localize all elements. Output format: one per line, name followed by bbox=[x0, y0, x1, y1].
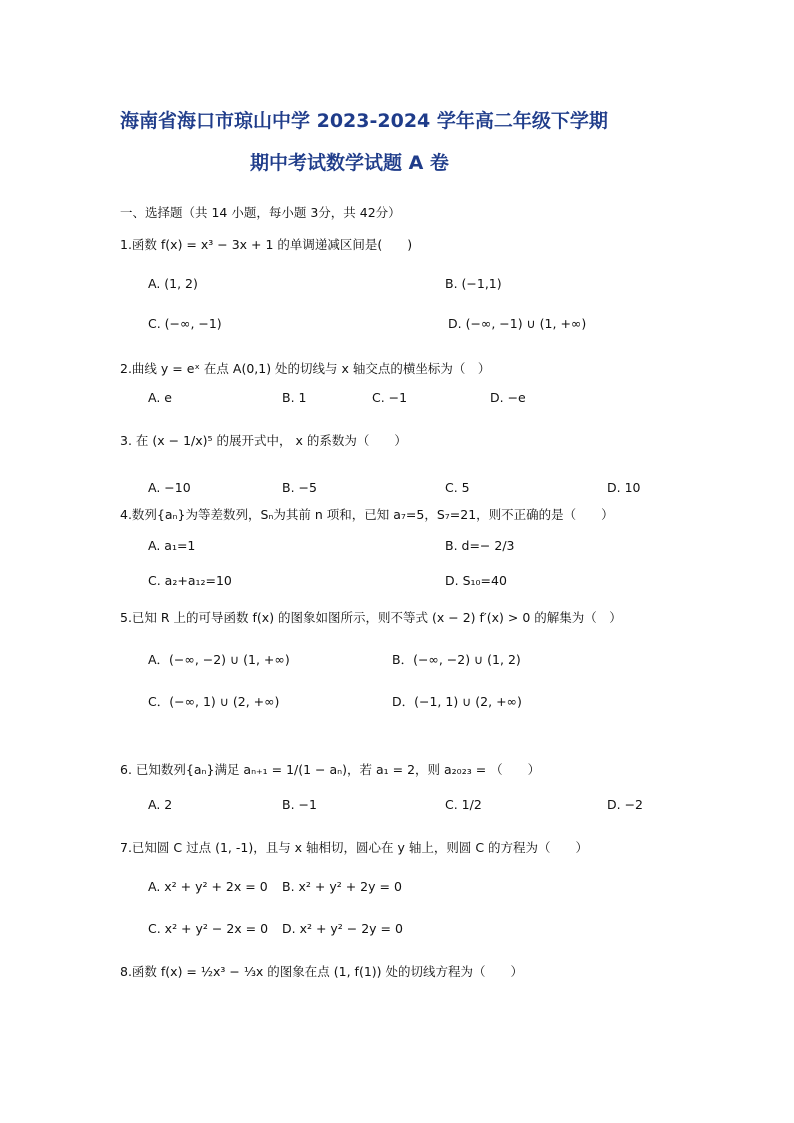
title-line-2: 期中考试数学试题 A 卷 bbox=[250, 152, 449, 174]
question-1-option-c: C. (−∞, −1) bbox=[148, 316, 222, 331]
question-1-stem: 1.函数 f(x) = x³ − 3x + 1 的单调递减区间是( ) bbox=[120, 237, 413, 252]
question-3-option-a: A. −10 bbox=[148, 480, 191, 495]
question-5-option-d: D．(−1, 1) ∪ (2, +∞) bbox=[392, 694, 522, 709]
question-4-option-c: C. a₂+a₁₂=10 bbox=[148, 573, 232, 588]
question-6-option-a: A. 2 bbox=[148, 797, 173, 812]
question-8-stem: 8.函数 f(x) = ½x³ − ⅓x 的图象在点 (1, f(1)) 处的切线方程为（ ） bbox=[120, 964, 524, 979]
question-1-option-a: A. (1, 2) bbox=[148, 276, 198, 291]
question-5-stem: 5.已知 R 上的可导函数 f(x) 的图象如图所示，则不等式 (x − 2) f′(x) > 0 的解集为（ ） bbox=[120, 610, 622, 625]
question-7-option-a: A. x² + y² + 2x = 0 bbox=[148, 879, 268, 894]
question-4-stem: 4.数列{aₙ}为等差数列，Sₙ为其前 n 项和，已知 a₇=5，S₇=21，则不正确的是（ ） bbox=[120, 507, 614, 522]
question-7-stem: 7.已知圆 C 过点 (1, -1)，且与 x 轴相切，圆心在 y 轴上，则圆 C 的方程为（ ） bbox=[120, 840, 589, 855]
question-2-option-b: B. 1 bbox=[282, 390, 307, 405]
question-5-option-a: A．(−∞, −2) ∪ (1, +∞) bbox=[148, 652, 290, 667]
question-3-stem: 3. 在 (x − 1/x)⁵ 的展开式中， x 的系数为（ ） bbox=[120, 433, 407, 448]
question-7-option-c: C. x² + y² − 2x = 0 bbox=[148, 921, 269, 936]
question-5-option-b: B．(−∞, −2) ∪ (1, 2) bbox=[392, 652, 521, 667]
question-1-option-b: B. (−1,1) bbox=[445, 276, 502, 291]
question-2-stem: 2.曲线 y = eˣ 在点 A(0,1) 处的切线与 x 轴交点的横坐标为（ ） bbox=[120, 361, 491, 376]
question-2-option-c: C. −1 bbox=[372, 390, 408, 405]
question-6-option-d: D. −2 bbox=[607, 797, 643, 812]
question-6-option-b: B. −1 bbox=[282, 797, 317, 812]
question-3-option-d: D. 10 bbox=[607, 480, 641, 495]
question-4-option-a: A. a₁=1 bbox=[148, 538, 196, 553]
question-2-option-a: A. e bbox=[148, 390, 172, 405]
question-7-option-b: B. x² + y² + 2y = 0 bbox=[282, 879, 402, 894]
question-6-stem: 6. 已知数列{aₙ}满足 aₙ₊₁ = 1/(1 − aₙ)，若 a₁ = 2，则 a₂₀₂₃ = （ ） bbox=[120, 762, 541, 777]
question-6-option-c: C. 1/2 bbox=[445, 797, 482, 812]
question-5-option-c: C．(−∞, 1) ∪ (2, +∞) bbox=[148, 694, 280, 709]
question-4-option-d: D. S₁₀=40 bbox=[445, 573, 507, 588]
question-7-option-d: D. x² + y² − 2y = 0 bbox=[282, 921, 403, 936]
question-1-option-d: D. (−∞, −1) ∪ (1, +∞) bbox=[448, 316, 587, 331]
section-heading: 一、选择题（共 14 小题，每小题 3分，共 42分） bbox=[120, 205, 401, 220]
title-line-1: 海南省海口市琼山中学 2023-2024 学年高二年级下学期 bbox=[120, 110, 608, 132]
question-2-option-d: D. −e bbox=[490, 390, 526, 405]
question-4-option-b: B. d=− 2/3 bbox=[445, 538, 515, 553]
question-3-option-c: C. 5 bbox=[445, 480, 470, 495]
question-3-option-b: B. −5 bbox=[282, 480, 317, 495]
